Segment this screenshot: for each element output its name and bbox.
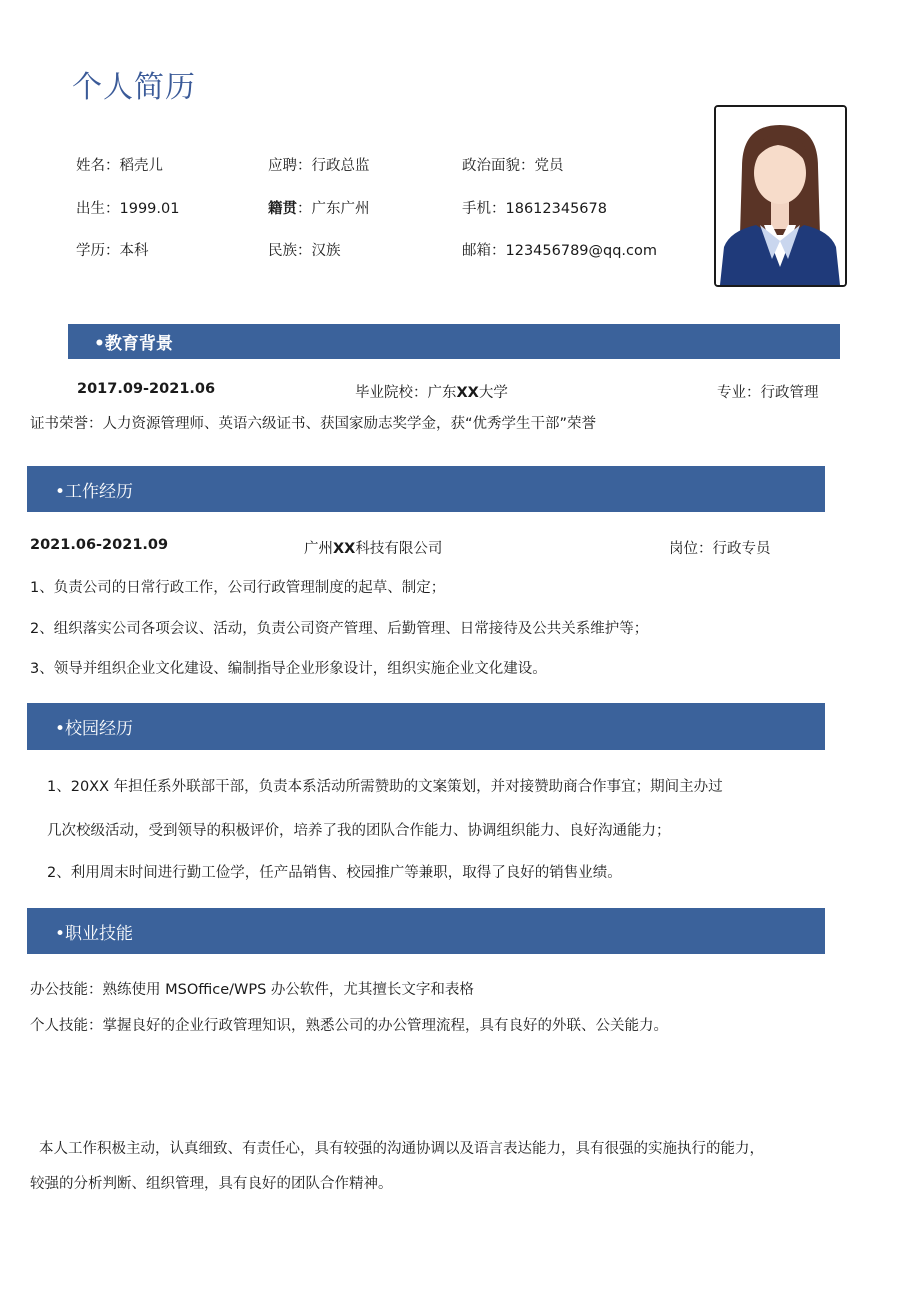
info-ethnicity: 民族：汉族 (268, 243, 341, 259)
section-header-campus (27, 703, 825, 750)
section-header-education (68, 324, 840, 359)
info-politics: 政治面貌：党员 (462, 158, 564, 174)
work-company-xx: XX (333, 541, 356, 557)
section-title-work: •工作经历 (55, 481, 134, 502)
education-period: 2017.09-2021.06 (77, 381, 216, 397)
work-period: 2021.06-2021.09 (30, 537, 169, 553)
campus-item: 几次校级活动，受到领导的积极评价，培养了我的团队合作能力、协调组织能力、良好沟通能力； (47, 823, 671, 839)
info-origin-label: 籍贯 (268, 201, 297, 217)
section-title-skills: •职业技能 (55, 923, 134, 944)
info-apply: 应聘：行政总监 (268, 158, 370, 174)
skills-item: 办公技能：熟练使用 MSOffice/WPS 办公软件，尤其擅长文字和表格 (30, 982, 474, 998)
info-origin (268, 197, 370, 218)
section-title-campus: •校园经历 (55, 719, 134, 739)
summary-line: 较强的分析判断、组织管理，具有良好的团队合作精神。 (30, 1176, 393, 1192)
work-item: 3、领导并组织企业文化建设、编制指导企业形象设计，组织实施企业文化建设。 (30, 661, 547, 677)
education-school-suffix: 大学 (478, 385, 508, 401)
person-avatar-icon (716, 107, 845, 285)
work-item: 1、负责公司的日常行政工作，公司行政管理制度的起草、制定； (30, 580, 446, 596)
profile-photo (714, 105, 847, 287)
work-company-suffix: 科技有限公司 (355, 541, 443, 557)
work-position: 岗位：行政专员 (669, 541, 771, 557)
campus-item: 1、20XX 年担任系外联部干部，负责本系活动所需赞助的文案策划，并对接赞助商合作事宜；期间主办过 (47, 779, 723, 795)
work-company-prefix: 广州 (304, 541, 333, 557)
education-major: 专业：行政管理 (717, 385, 819, 401)
info-birth: 出生：1999.01 (76, 201, 180, 217)
info-email: 邮箱：123456789@qq.com (462, 243, 658, 259)
education-honors: 证书荣誉：人力资源管理师、英语六级证书、获国家励志奖学金，获“优秀学生干部”荣誉 (30, 416, 597, 432)
work-company (304, 537, 442, 558)
info-phone: 手机：18612345678 (462, 201, 607, 217)
skills-item: 个人技能：掌握良好的企业行政管理知识，熟悉公司的办公管理流程，具有良好的外联、公关能力。 (30, 1018, 668, 1034)
education-school-prefix: 毕业院校：广东 (355, 385, 457, 401)
campus-item: 2、利用周末时间进行勤工俭学，任产品销售、校园推广等兼职，取得了良好的销售业绩。 (47, 865, 622, 881)
page-title: 个人简历 (72, 70, 196, 105)
info-origin-value: ：广东广州 (297, 201, 370, 217)
work-item: 2、组织落实公司各项会议、活动，负责公司资产管理、后勤管理、日常接待及公共关系维护等； (30, 621, 649, 637)
section-header-work (27, 466, 825, 512)
section-header-skills (27, 908, 825, 954)
education-school-xx: XX (456, 385, 479, 401)
section-title-education: •教育背景 (94, 334, 173, 354)
info-name: 姓名：稻壳儿 (76, 158, 163, 174)
education-school (355, 381, 508, 402)
summary-line: 本人工作积极主动，认真细致、有责任心，具有较强的沟通协调以及语言表达能力，具有很强的实施执行的能力， (39, 1141, 764, 1157)
info-education: 学历：本科 (76, 243, 149, 259)
